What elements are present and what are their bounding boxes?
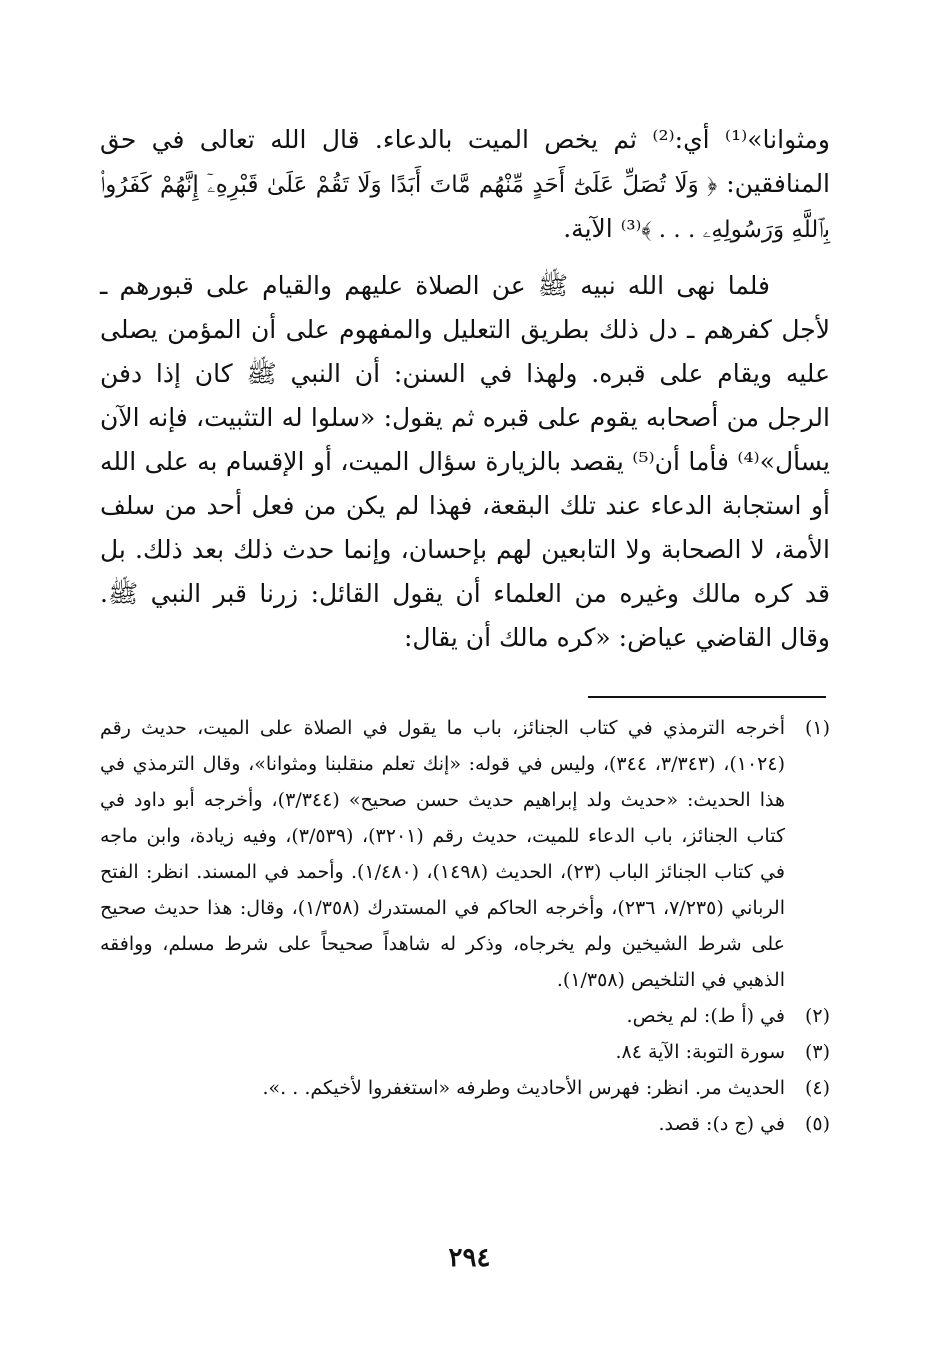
footnote-text: الحديث مر. انظر: فهرس الأحاديث وطرفه «استغفروا لأخيكم. . .». <box>262 1077 785 1099</box>
paragraph-2: فلما نهى الله نبيه ﷺ عن الصلاة عليهم والقيام على قبورهم ـ لأجل كفرهم ـ دل ذلك بطريق التعليل والمفهوم على أن المؤمن يصلى عليه ويقام على قبره. ولهذا في السنن: أن النبي ﷺ كان إذا دفن الرجل من أصحابه يقوم على قبره ثم يقول: «سلوا له التثبيت، فإنه الآن يسأل»⁽⁴⁾ فأما أن⁽⁵⁾ يقصد بالزيارة سؤال الميت، أو الإقسام به على الله أو استجابة الدعاء عند تلك البقعة، فهذا لم يكن من فعل أحد من سلف الأمة، لا الصحابة ولا التابعين لهم بإحسان، وإنما حدث ذلك بعد ذلك. بل قد كره مالك وغيره من العلماء أن يقول القائل: زرنا قبر النبي ﷺ. وقال القاضي عياض: «كره مالك أن يقال: <box>100 271 831 652</box>
footnote-text: سورة التوبة: الآية ٨٤. <box>615 1041 785 1063</box>
main-text <box>100 118 830 660</box>
footnote-5 <box>100 1106 830 1142</box>
footnote-number: (٢) <box>804 1005 830 1027</box>
paragraph-1 <box>100 118 830 252</box>
footnote-text: في (أ ط): لم يخص. <box>626 1005 785 1027</box>
footnotes <box>100 710 830 1142</box>
footnote-number: (٥) <box>804 1113 830 1135</box>
quran-verse: ﴿ وَلَا تُصَلِّ عَلَىٰٓ أَحَدٍ مِّنْهُم مَّاتَ أَبَدًا وَلَا تَقُمْ عَلَىٰ قَبْرِهِۦٓ إِنَّهُمْ كَفَرُوا۟ بِٱللَّهِ وَرَسُولِهِۦ . . . ﴾⁽³⁾ <box>100 172 830 243</box>
footnote-3 <box>100 1034 830 1070</box>
paragraph-1-text: ومثوانا»⁽¹⁾ أي:⁽²⁾ ثم يخص الميت بالدعاء. قال الله تعالى في حق المنافقين: <box>100 125 831 198</box>
footnote-2 <box>100 998 830 1034</box>
footnote-number: (٣) <box>804 1041 830 1063</box>
paragraph-1-end: الآية. <box>563 214 613 243</box>
footnote-text: أخرجه الترمذي في كتاب الجنائز، باب ما يقول في الصلاة على الميت، حديث رقم (١٠٢٤)، (٣/٣٤٣، ٣٤٤)، وليس في قوله: «إنك تعلم منقلبنا ومثوانا»، وقال الترمذي في هذا الحديث: «حديث ولد إبراهيم حديث حسن صحيح» (٣/٣٤٤)، وأخرجه أبو داود في كتاب الجنائز، باب الدعاء للميت، حديث رقم (٣٢٠١)، (٣/٥٣٩)، وفيه زيادة، وابن ماجه في كتاب الجنائز الباب (٢٣)، الحديث (١٤٩٨)، (١/٤٨٠). وأحمد في المسند. انظر: الفتح الرباني (٧/٢٣٥، ٢٣٦)، وأخرجه الحاكم في المستدرك (١/٣٥٨)، وقال: هذا حديث صحيح على شرط الشيخين ولم يخرجاه، وذكر له شاهداً صحيحاً على شرط مسلم، ووافقه الذهبي في التلخيص (١/٣٥٨). <box>100 717 786 991</box>
footnote-4 <box>100 1070 830 1106</box>
footnote-separator <box>588 696 826 698</box>
footnote-number: (٤) <box>804 1077 830 1099</box>
page-number: ٢٩٤ <box>448 1243 491 1273</box>
footnote-text: في (ج د): قصد. <box>658 1113 785 1135</box>
footnote-number: (١) <box>804 717 830 739</box>
footnote-1 <box>100 710 830 998</box>
